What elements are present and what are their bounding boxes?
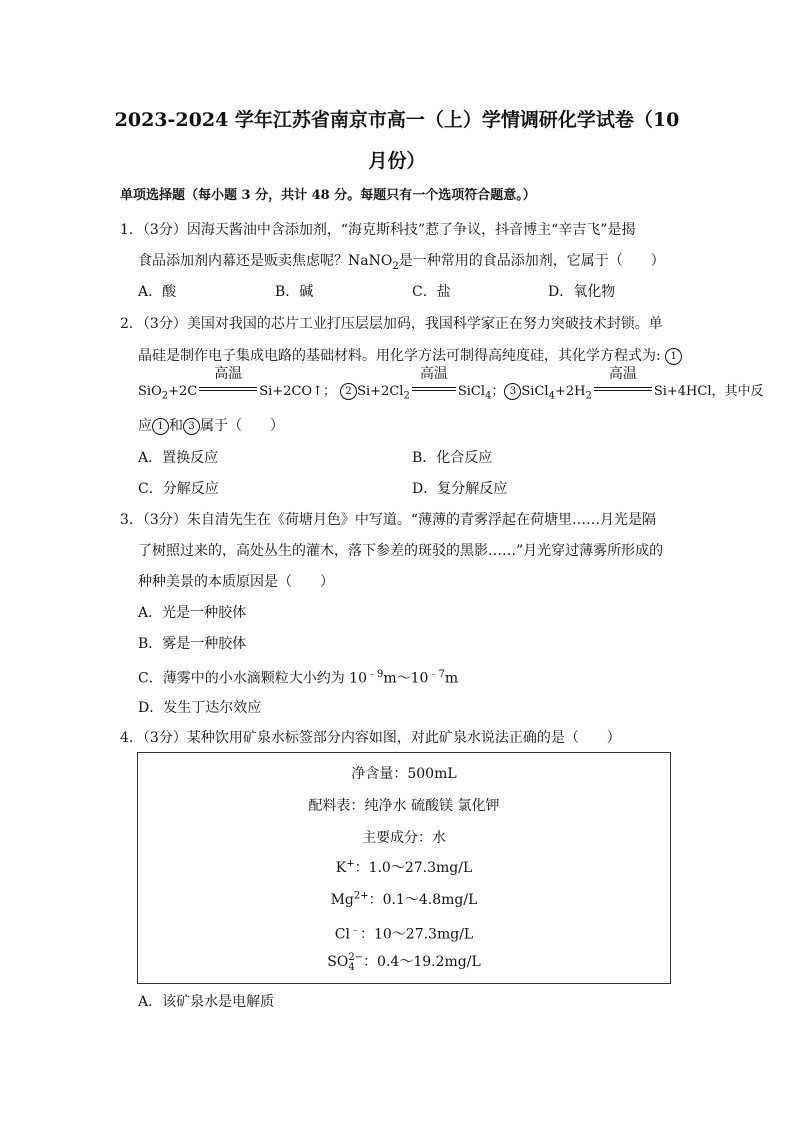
label-chloride: Cl﹣：10～27.3mg/L <box>334 925 474 943</box>
q1-line1: 1．（3分）因海天酱油中含添加剂，“海克斯科技”惹了争议，抖音博主“辛吉飞”是揭 <box>120 222 636 238</box>
equation-condition-arrow: 高温 <box>199 384 257 399</box>
q3-option-a[interactable]: A．光是一种胶体 <box>138 605 247 621</box>
label-net-content: 净含量：500mL <box>351 766 457 782</box>
q2-option-a[interactable]: A．置换反应 <box>138 450 219 466</box>
q1-option-b[interactable]: B．碱 <box>275 284 314 300</box>
q3-option-d[interactable]: D．发生丁达尔效应 <box>138 700 262 716</box>
circle-marker-3: 3 <box>504 383 521 400</box>
label-ingredients: 配料表：纯净水 硫酸镁 氯化钾 <box>308 798 500 814</box>
q3-option-c[interactable]: C．薄雾中的小水滴颗粒大小约为 $10^{﹣9}m\sim 10^{﹣7}m$ <box>138 669 459 687</box>
q4-option-a[interactable]: A．该矿泉水是电解质 <box>138 994 275 1010</box>
q2-option-c[interactable]: C．分解反应 <box>138 481 219 497</box>
q4-line1: 4．（3分）某种饮用矿泉水标签部分内容如图，对此矿泉水说法正确的是（ ） <box>120 730 621 746</box>
q3-line3: 种种美景的本质原因是（ ） <box>138 574 334 590</box>
q3-option-b[interactable]: B．雾是一种胶体 <box>138 636 247 652</box>
label-potassium: K+：1.0～27.3mg/L <box>335 858 473 876</box>
q2-option-b[interactable]: B．化合反应 <box>412 450 493 466</box>
label-main-component: 主要成分：水 <box>362 830 446 846</box>
q1-line2: 食品添加剂内幕还是贩卖焦虑呢？NaNO$_2$是一种常用的食品添加剂，它属于（ ） <box>138 253 665 272</box>
equation-condition-arrow: 高温 <box>594 384 652 399</box>
q2-equations: SiO$_2$+2C 高温 Si+2CO↑； 2 $Si+2Cl_2$ 高温 SiCl$_4$； 3 $SiCl_4+2H_2$ 高温 Si+4HCl，其中反 <box>138 366 764 402</box>
q3-line2: 了树照过来的，高处丛生的灌木，落下参差的斑驳的黑影……”月光穿过薄雾所形成的 <box>138 543 664 559</box>
q2-line1: 2．（3分）美国对我国的芯片工业打压层层加码，我国科学家正在努力突破技术封锁。单 <box>120 316 663 332</box>
equation-condition-arrow: 高温 <box>412 384 456 399</box>
page-title-line1: 2023-2024 学年江苏省南京市高一（上）学情调研化学试卷（10 <box>114 109 680 131</box>
q2-line2: 晶硅是制作电子集成电路的基础材料。用化学方法可制得高纯度硅，其化学方程式为: 1 <box>138 345 682 365</box>
section-heading: 单项选择题（每小题 3 分，共计 48 分。每题只有一个选项符合题意。） <box>120 188 536 203</box>
q2-option-d[interactable]: D．复分解反应 <box>412 481 508 497</box>
mineral-water-label <box>137 752 671 984</box>
q2-line4: 应 1 和 3 属于（ ） <box>138 418 284 434</box>
circle-marker-2: 2 <box>340 383 357 400</box>
q3-line1: 3．（3分）朱自清先生在《荷塘月色》中写道。“薄薄的青雾浮起在荷塘里……月光是隔 <box>120 512 656 528</box>
q1-option-a[interactable]: A．酸 <box>138 284 177 300</box>
q1-option-c[interactable]: C．盐 <box>412 284 451 300</box>
label-sulfate: SO 2− 4 ：0.4～19.2mg/L <box>327 952 481 973</box>
circle-marker-1: 1 <box>665 348 682 365</box>
label-magnesium: $Mg^{2+}$：0.1～4.8mg/L <box>330 890 478 908</box>
q1-option-d[interactable]: D．氧化物 <box>548 284 616 300</box>
page-title-line2: 月份） <box>368 150 426 172</box>
